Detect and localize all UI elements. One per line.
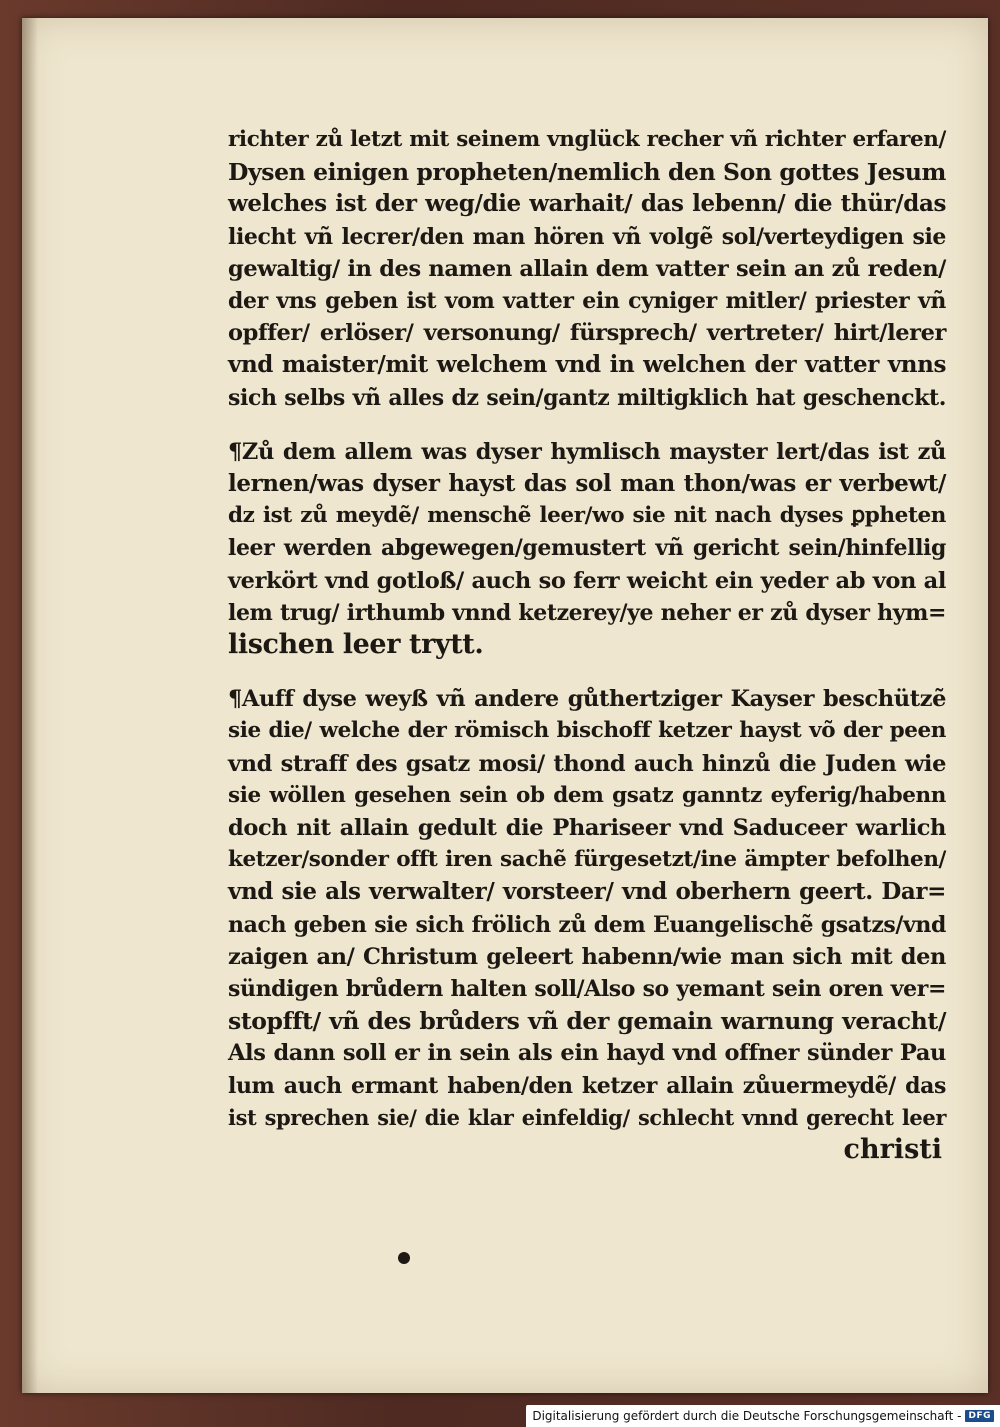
text-line: stopfft/ vñ des brůders vñ der gemain warnung veracht/	[228, 1007, 946, 1036]
text-line: sündigen brůdern halten soll/Also so yemant sein oren ver=	[228, 976, 946, 1003]
paragraph-gap	[228, 414, 946, 436]
text-line: dz ist zů meydẽ/ menschẽ leer/wo sie nit nach dyses ꝑpheten	[228, 503, 946, 529]
text-line: ¶Zů dem allem was dyser hymlisch mayster lert/das ist zů	[228, 438, 946, 465]
text-line: doch nit allain gedult die Phariseer vnd Saduceer warlich	[228, 815, 946, 842]
digitization-credit-bar	[526, 1405, 1000, 1427]
catchword: christi	[843, 1134, 942, 1166]
text-line: vnd maister/mit welchem vnd in welchen der vatter vnns	[228, 351, 946, 379]
text-line: ¶Auff dyse weyß vñ andere gůthertziger Kayser beschützẽ	[228, 686, 946, 713]
text-line: sie wöllen gesehen sein ob dem gsatz ganntz eyferig/habenn	[228, 782, 946, 808]
text-block	[228, 124, 946, 1166]
text-line: lem trug/ irthumb vnnd ketzerey/ye neher er zů dyser hym=	[228, 599, 946, 626]
text-line: Dysen einigen propheten/nemlich den Son gottes Jesum	[228, 158, 946, 187]
page-gutter-shadow	[22, 18, 38, 1393]
text-line: Als dann soll er in sein als ein hayd vnd offner sünder Pau	[228, 1040, 946, 1067]
text-line: lum auch ermant haben/den ketzer allain zůuermeydẽ/ das	[228, 1072, 946, 1099]
text-line: ketzer/sonder offt iren sachẽ fürgesetzt/ine ämpter befolhen/	[228, 847, 946, 873]
text-line: welches ist der weg/die warhait/ das lebenn/ die thür/das	[228, 190, 946, 218]
text-line: verkört vnd gotloß/ auch so ferr weicht ein yeder ab von al	[228, 567, 946, 594]
text-line: sie die/ welche der römisch bischoff ketzer hayst võ der peen	[228, 718, 946, 744]
text-line: opffer/ erlöser/ versonung/ fürsprech/ vertreter/ hirt/lerer	[228, 320, 946, 347]
ink-dot	[398, 1252, 410, 1264]
text-line: vnd sie als verwalter/ vorsteer/ vnd oberhern geert. Dar=	[228, 878, 946, 906]
text-line: richter zů letzt mit seinem vnglück recher vñ richter erfaren/	[228, 127, 946, 152]
text-line: vnd straff des gsatz mosi/ thond auch hinzů die Juden wie	[228, 750, 946, 777]
text-line: liecht vñ lecrer/den man hören vñ volgẽ sol/verteydigen sie	[228, 223, 946, 250]
text-line: gewaltig/ in des namen allain dem vatter sein an zů reden/	[228, 255, 946, 282]
text-line: der vns geben ist vom vatter ein cyniger mitler/ priester vñ	[228, 288, 946, 315]
dfg-logo: DFG	[965, 1410, 994, 1422]
text-line: zaigen an/ Christum geleert habenn/wie man sich mit den	[228, 943, 946, 970]
text-line: ist sprechen sie/ die klar einfeldig/ schlecht vnnd gerecht leer	[228, 1104, 946, 1130]
credit-text: Digitalisierung gefördert durch die Deutsche Forschungsgemeinschaft -	[532, 1409, 962, 1423]
text-line: nach geben sie sich frölich zů dem Euangelischẽ gsatzs/vnd	[228, 911, 946, 938]
text-line: lernen/was dyser hayst das sol man thon/was er verbewt/	[228, 470, 946, 498]
text-line: sich selbs vñ alles dz sein/gantz miltigklich hat geschenckt.	[228, 384, 946, 411]
text-line: leer werden abgewegen/gemustert vñ gericht sein/hinfellig	[228, 535, 946, 562]
text-line: lischen leer trytt.	[228, 629, 484, 661]
paragraph-gap	[228, 661, 946, 683]
